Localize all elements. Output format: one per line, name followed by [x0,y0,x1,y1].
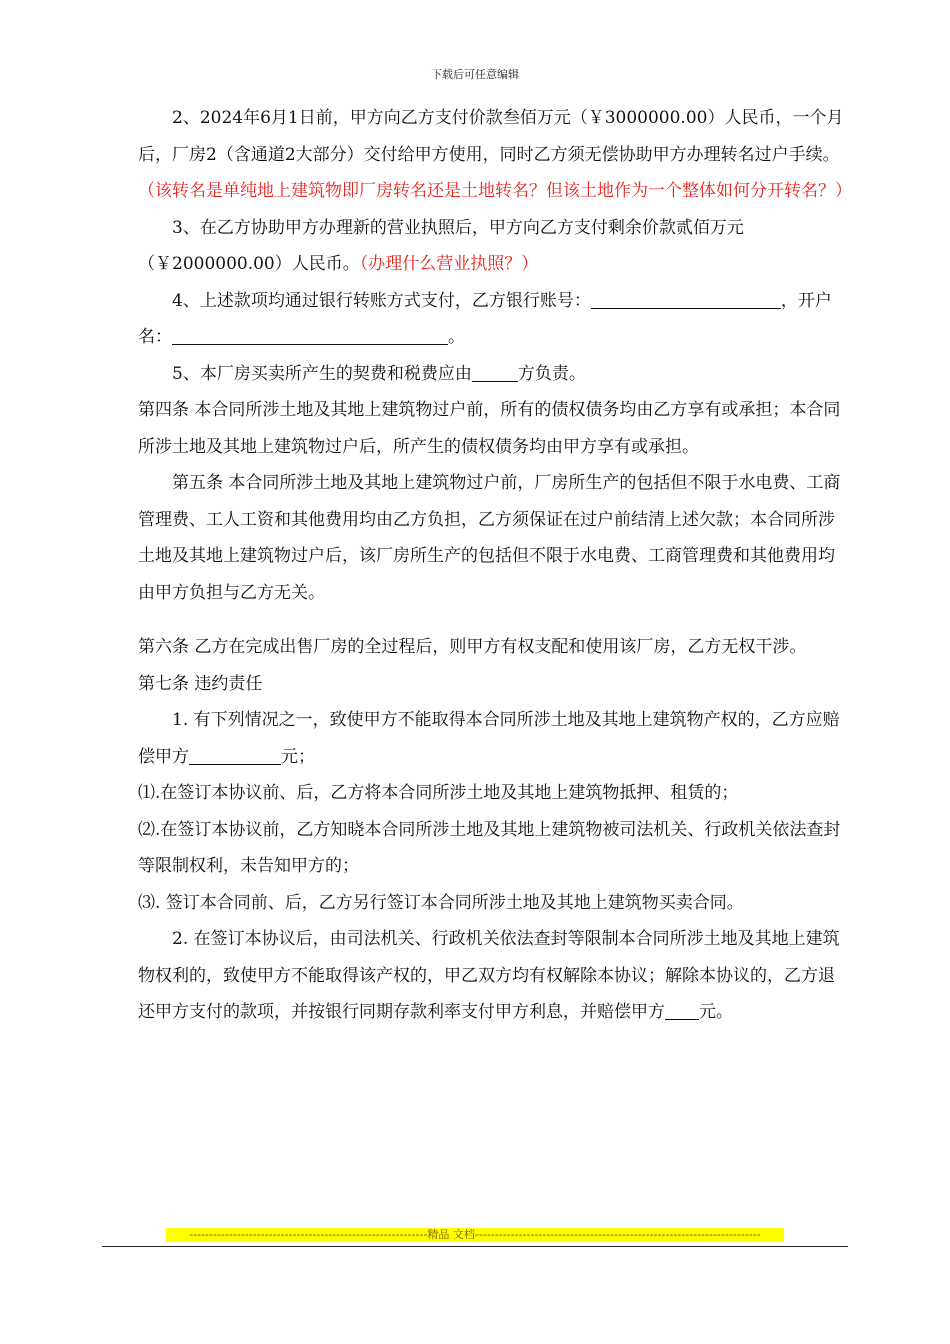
article-6: 第六条 乙方在完成出售厂房的全过程后，则甲方有权支配和使用该厂房，乙方无权干涉。 [138,637,807,657]
clause-3-2-text: 2、2024年6月1日前，甲方向乙方支付价款叁佰万元（￥3000000.00）人民币，一个月后，厂房2（含通道2大部分）交付给甲方使用，同时乙方须无偿协助甲方办理转名过户手续。 [138,108,844,165]
clause-3-5 [138,356,850,393]
article-7-item-1 [138,702,850,775]
clause-3-3-text: 3、在乙方协助甲方办理新的营业执照后，甲方向乙方支付剩余价款贰佰万元（￥2000000.00）人民币。 [138,217,744,274]
article-5: 第五条 本合同所涉土地及其地上建筑物过户前，厂房所生产的包括但不限于水电费、工商管理费、工人工资和其他费用均由乙方负担，乙方须保证在过户前结清上述欠款；本合同所涉土地及其地上建筑物过户后，该厂房所生产的包括但不限于水电费、工商管理费和其他费用均由甲方负担与乙方无关。 [138,473,841,603]
article-7-item-2-text: 2. 在签订本协议后，由司法机关、行政机关依法查封等限制本合同所涉土地及其地上建筑物权利的，致使甲方不能取得该产权的，甲乙双方均有权解除本协议；解除本协议的，乙方退还甲方支付的款项，并按银行同期存款利率支付甲方利息，并赔偿甲方 [138,929,840,1022]
clause-3-2 [138,100,850,210]
clause-3-4-text: 4、上述款项均通过银行转账方式支付，乙方银行账号： [172,290,591,311]
clause-3-4-end: 。 [448,327,465,347]
annotation-license-question: （办理什么营业执照？） [359,254,539,274]
footer-dashes-left: ------------------------------------------------------------ [189,1228,428,1241]
article-7-title: 第七条 违约责任 [138,673,263,694]
clause-3-4 [138,283,850,356]
page-header: 下载后可任意编辑 [431,68,519,81]
article-7-item-2 [138,921,850,1031]
annotation-transfer-question: （该转名是单纯地上建筑物即厂房转名还是土地转名？但该土地作为一个整体如何分开转名？） [138,181,852,201]
article-7-item-2-end: 元。 [699,1002,733,1022]
account-name-label: ，开户名： [138,290,832,347]
article-7-subitem-2: ⑵.在签订本协议前，乙方知晓本合同所涉土地及其地上建筑物被司法机关、行政机关依法查封等限制权利，未告知甲方的； [138,819,841,876]
article-7-item-1-text: 1. 有下列情况之一，致使甲方不能取得本合同所涉土地及其地上建筑物产权的，乙方应赔偿甲方 [138,710,840,767]
article-7-subitem-3: ⑶. 签订本合同前、后，乙方另行签订本合同所涉土地及其地上建筑物买卖合同。 [138,892,744,913]
tax-party-blank[interactable] [472,363,518,382]
bank-account-blank[interactable] [591,290,781,309]
footer-banner [166,1228,784,1242]
clause-3-5-text: 5、本厂房买卖所产生的契费和税费应由 [172,363,472,384]
footer-rule [102,1246,848,1247]
compensation-amount-blank-2[interactable] [665,1001,699,1020]
article-4: 第四条 本合同所涉土地及其地上建筑物过户前，所有的债权债务均由乙方享有或承担；本合同所涉土地及其地上建筑物过户后，所产生的债权债务均由甲方享有或承担。 [138,400,841,457]
account-name-blank[interactable] [172,326,448,345]
footer-label: 精品 文档 [427,1228,475,1241]
article-7-item-1-end: 元； [281,746,315,767]
footer-dashes-right: ------------------------------------------------------------------------ [474,1228,761,1241]
clause-3-3 [138,210,850,283]
clause-3-5-end: 方负责。 [517,363,586,384]
compensation-amount-blank[interactable] [189,746,281,765]
article-7-subitem-1: ⑴.在签订本协议前、后，乙方将本合同所涉土地及其地上建筑物抵押、租赁的； [138,783,739,803]
contract-body [138,100,850,1031]
